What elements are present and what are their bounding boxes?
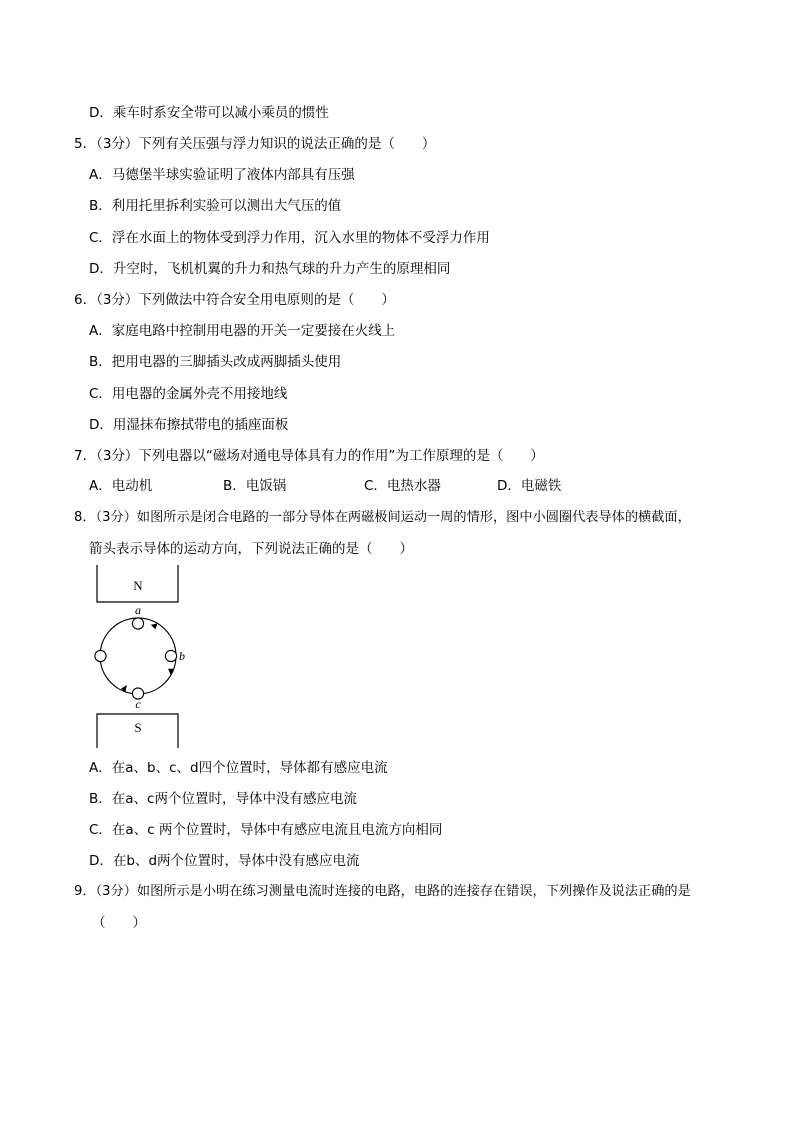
q5-option-a: A．马德堡半球实验证明了液体内部具有压强 [89, 167, 355, 183]
magnet-loop-figure [86, 562, 196, 752]
q8-option-c: C．在a、c 两个位置时，导体中有感应电流且电流方向相同 [89, 822, 443, 838]
conductor-a [132, 618, 143, 629]
conductor-b [165, 650, 176, 661]
magnet-loop-diagram [86, 562, 196, 752]
q5-option-c: C．浮在水面上的物体受到浮力作用，沉入水里的物体不受浮力作用 [89, 230, 490, 246]
q7-option-a: A．电动机 [89, 478, 153, 494]
q6-option-b: B．把用电器的三脚插头改成两脚插头使用 [89, 354, 342, 370]
q6-option-c: C．用电器的金属外壳不用接地线 [89, 386, 288, 402]
label-b: b [179, 649, 185, 663]
q4-option-d: D．乘车时系安全带可以减小乘员的惯性 [89, 105, 329, 121]
q6-option-d: D．用湿抹布擦拭带电的插座面板 [89, 417, 289, 433]
q8-option-a: A．在a、b、c、d四个位置时，导体都有感应电流 [89, 760, 388, 776]
q7-option-d: D．电磁铁 [497, 478, 562, 494]
q7-option-b: B．电饭锅 [223, 478, 287, 494]
label-a: a [135, 603, 141, 617]
q8-option-b: B．在a、c两个位置时，导体中没有感应电流 [89, 791, 357, 807]
q5-stem: 5．（3分）下列有关压强与浮力知识的说法正确的是（ ） [74, 136, 436, 152]
q9-stem-line2: （ ） [92, 915, 146, 931]
label-c: c [135, 697, 141, 711]
arrow-right-upper-icon [151, 624, 158, 630]
q7-option-c: C．电热水器 [364, 478, 441, 494]
q6-option-a: A．家庭电路中控制用电器的开关一定要接在火线上 [89, 323, 396, 339]
q9-stem-line1: 9．（3分）如图所示是小明在练习测量电流时连接的电路，电路的连接存在错误，下列操作及说法正确的是 [74, 884, 691, 899]
q5-option-d: D．升空时，飞机机翼的升力和热气球的升力产生的原理相同 [89, 261, 451, 277]
q5-option-b: B．利用托里拆利实验可以测出大气压的值 [89, 198, 342, 214]
q8-stem-line2: 箭头表示导体的运动方向，下列说法正确的是（ ） [89, 541, 413, 557]
south-label: S [134, 720, 142, 735]
q7-stem: 7．（3分）下列电器以“磁场对通电导体具有力的作用”为工作原理的是（ ） [74, 448, 544, 464]
conductor-d [95, 650, 106, 661]
q8-stem-line1: 8．（3分）如图所示是闭合电路的一部分导体在两磁极间运动一周的情形，图中小圆圈代表导体的横截面， [74, 510, 691, 525]
q6-stem: 6．（3分）下列做法中符合安全用电原则的是（ ） [74, 292, 395, 308]
q8-option-d: D．在b、d两个位置时，导体中没有感应电流 [89, 853, 360, 869]
north-label: N [133, 578, 143, 593]
arrow-right-lower-icon [168, 669, 174, 676]
